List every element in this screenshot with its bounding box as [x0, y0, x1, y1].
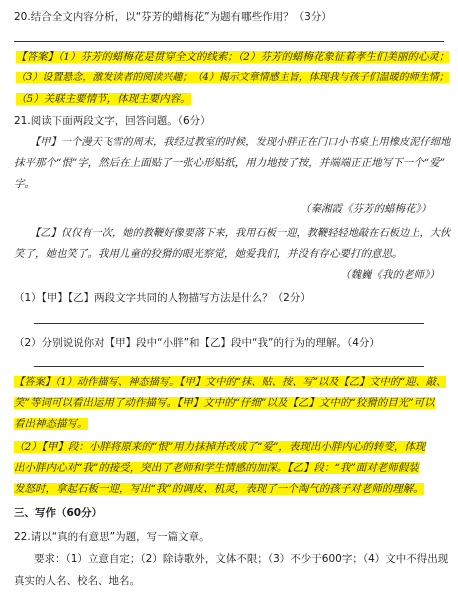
answer-line: [14, 41, 444, 42]
q21-answer2-line-1: （2）【甲】段：小胖将原来的“恨”用力抹掉并改成了“爱”，表现出小胖内心的转变，体现: [14, 441, 426, 453]
q21-sub2: （2）分别说说你对【甲】段中“小胖”和【乙】段中“我”的行为的理解。（4分）: [14, 337, 380, 349]
q21-intro: 21.阅读下面两段文字，回答问题。（6分）: [14, 115, 211, 127]
q20-answer-line-1: 【答案】（1）芬芳的蜡梅花是贯穿全文的线索；（2）芬芳的蜡梅花象征着孝生们美丽的心灵；: [16, 51, 450, 63]
jia-line-2: 抹平那个“恨”字，然后在上面贴了一张心形贴纸，用力地按了按，并端端正正地写下一个“爱”: [14, 157, 445, 169]
q21-sub1: （1）【甲】【乙】两段文字共同的人物描写方法是什么？（2分）: [14, 292, 311, 304]
answer-line: [34, 366, 424, 367]
section-heading: 三、写作（60分）: [14, 507, 103, 519]
q21-answer1-line-1: 【答案】（1）动作描写、神态描写。【甲】文中的“抹、贴、按、写”以及【乙】文中的“迎、敲、: [14, 376, 447, 388]
yi-line-1: 【乙】仅仅有一次，她的教鞭好像要落下来，我用石板一迎，教鞭轻轻地敲在石板边上，大伙: [30, 227, 451, 239]
jia-line-3: 字。: [14, 178, 35, 190]
q20-answer-line-2: （3）设置悬念，激发读者的阅读兴趣；（4）揭示文章情感主旨，体现我与孩子们温暖的师生情；: [16, 72, 449, 83]
q21-answer1-line-2: 笑”等词可以看出运用了动作描写。【甲】文中的“仔细”以及【乙】文中的“狡猾的目光”可以: [14, 397, 435, 409]
q22-prompt: 22.请以“真的有意思”为题，写一篇文章。: [14, 531, 210, 543]
q20-question: 20.结合全文内容分析，以“芬芳的蜡梅花”为题有哪些作用？（3分）: [14, 11, 332, 23]
jia-source: （秦湘霞《芬芳的蜡梅花》）: [300, 203, 432, 215]
q20-answer-line-3: （5）关联主要情节，体现主要内容。: [16, 93, 191, 105]
answer-line: [34, 323, 424, 324]
yi-source: （魏巍《我的老师》）: [340, 269, 440, 281]
q22-req-line-2: 真实的人名、校名、地名。: [14, 575, 140, 587]
q21-answer2-line-3: 发怒时，拿起石板一迎，写出“我”的调皮、机灵，表现了一个淘气的孩子对老师的理解。: [14, 483, 424, 495]
q22-req-line-1: 要求：（1）立意自定；（2）除诗歌外，文体不限；（3）不少于600字；（4）文中不得出现: [34, 553, 449, 565]
q21-answer2-line-2: 出小胖内心对“我”的接受，突出了老师和学生情感的加深。【乙】段：“我”面对老师假装: [14, 462, 419, 474]
yi-line-2: 笑了，她也笑了。我用儿童的狡猾的眼光察觉，她爱我们，并没有存心要打的意思。: [14, 248, 403, 260]
q21-answer1-line-3: 看出神态描写。: [14, 418, 88, 430]
jia-line-1: 【甲】一个漫天飞雪的周末，我经过教室的时候，发现小胖正在门口小书桌上用橡皮泥仔细地: [30, 136, 451, 148]
